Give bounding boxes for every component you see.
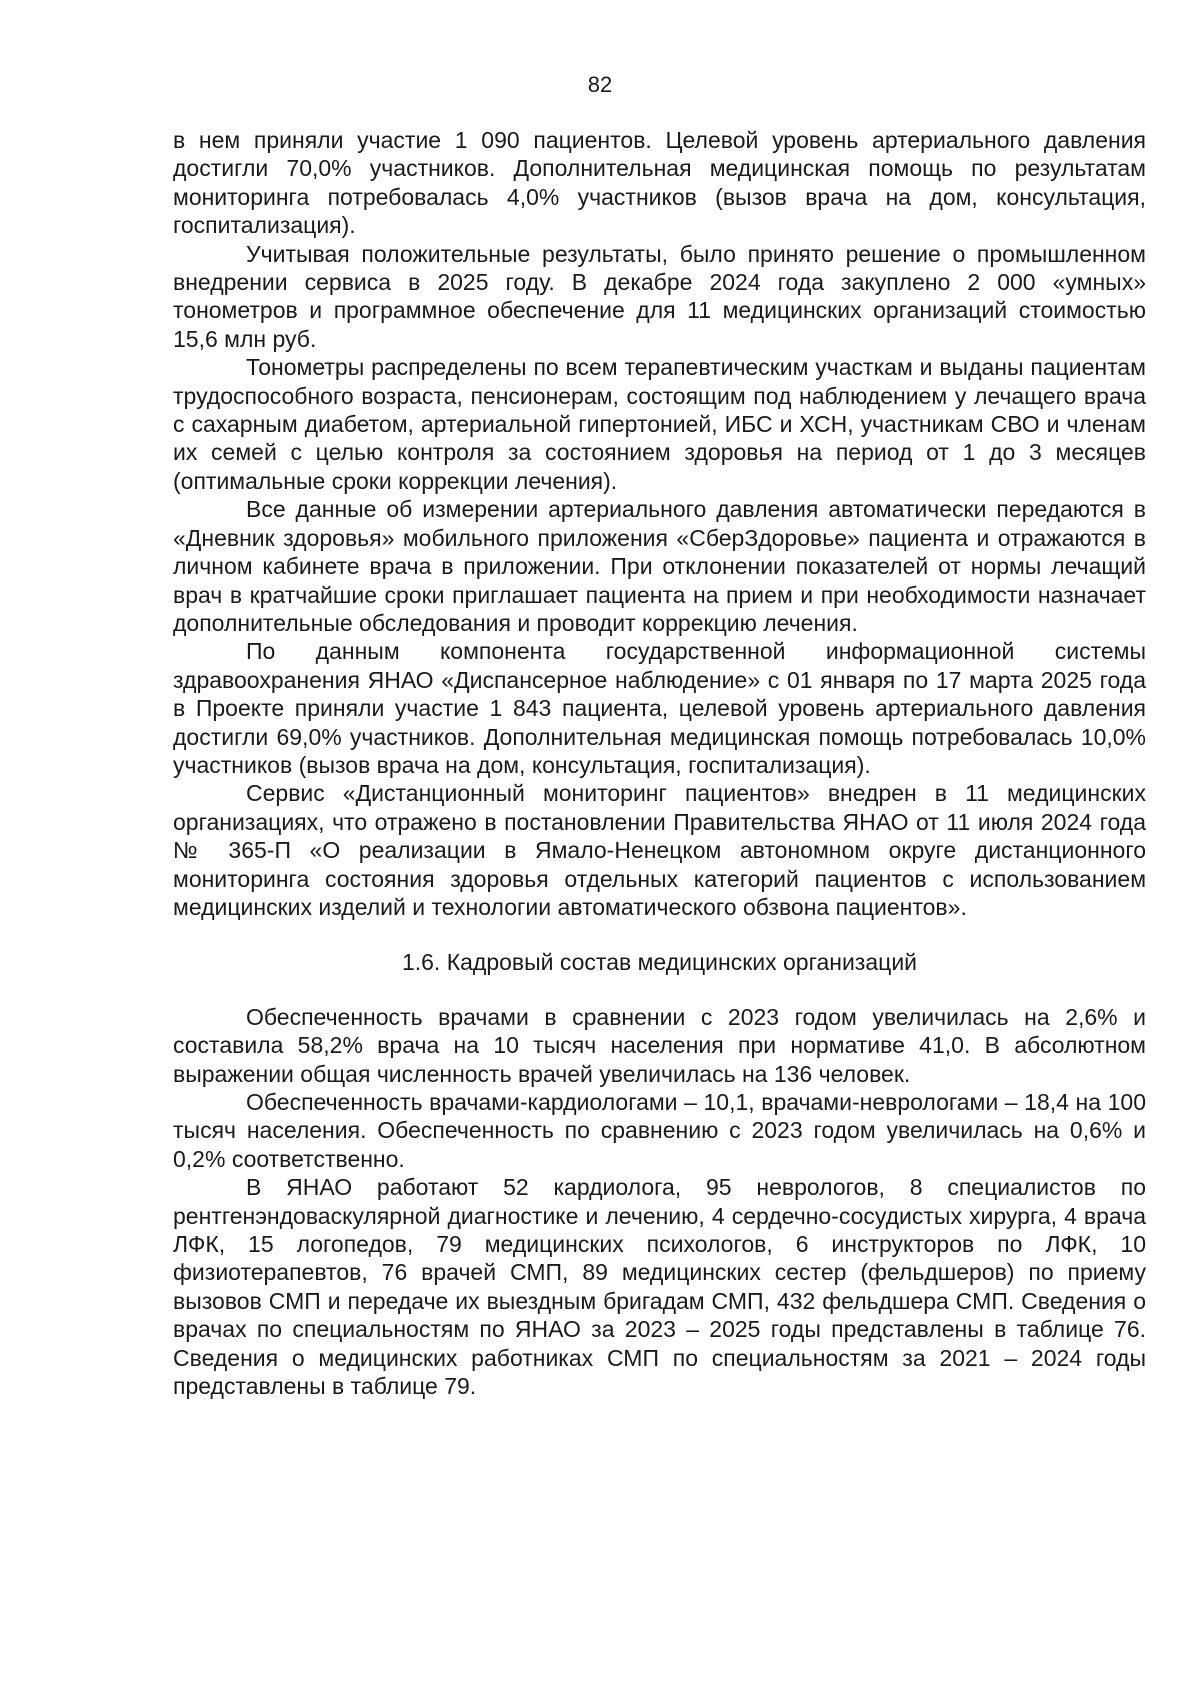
section-heading: 1.6. Кадровый состав медицинских организаций xyxy=(401,949,918,976)
paragraph: Сервис «Дистанционный мониторинг пациентов» внедрен в 11 медицинских организациях, что отражено в постановлении Правительства ЯНАО от 11 июля 2024 года № 365-П «О реализации в Ямало-Ненецком автономном округе дистанционного мониторинга состояния здоровья отдельных категорий пациентов с использованием медицинских изделий и технологии автоматического обзвона пациентов». xyxy=(173,780,1146,920)
paragraph: По данным компонента государственной информационной системы здравоохранения ЯНАО «Диспансерное наблюдение» с 01 января по 17 марта 2025 года в Проекте приняли участие 1 843 пациента, целевой уровень артериального давления достигли 69,0% участников. Дополнительная медицинская помощь потребовалась 10,0% участников (вызов врача на дом, консультация, госпитализация). xyxy=(173,638,1146,778)
page-content xyxy=(173,126,1146,1400)
paragraph-continuation: в нем приняли участие 1 090 пациентов. Целевой уровень артериального давления достигли 70,0% участников. Дополнительная медицинская помощь по результатам мониторинга потребовалась 4,0% участников (вызов врача на дом, консультация, госпитализация). xyxy=(173,127,1146,239)
page-number: 82 xyxy=(587,72,613,97)
paragraph: Тонометры распределены по всем терапевтическим участкам и выданы пациентам трудоспособного возраста, пенсионерам, состоящим под наблюдением у лечащего врача с сахарным диабетом, артериальной гипертонией, ИБС и ХСН, участникам СВО и членам их семей с целью контроля за состоянием здоровья на период от 1 до 3 месяцев (оптимальные сроки коррекции лечения). xyxy=(173,354,1146,494)
paragraph: Обеспеченность врачами-кардиологами – 10,1, врачами-неврологами – 18,4 на 100 тысяч населения. Обеспеченность по сравнению с 2023 годом увеличилась на 0,6% и 0,2% соответственно. xyxy=(173,1089,1146,1172)
paragraph: Учитывая положительные результаты, было принято решение о промышленном внедрении сервиса в 2025 году. В декабре 2024 года закуплено 2 000 «умных» тонометров и программное обеспечение для 11 медицинских организаций стоимостью 15,6 млн руб. xyxy=(173,240,1146,352)
paragraph: Все данные об измерении артериального давления автоматически передаются в «Дневник здоровья» мобильного приложения «СберЗдоровье» пациента и отражаются в личном кабинете врача в приложении. При отклонении показателей от нормы лечащий врач в кратчайшие сроки приглашает пациента на прием и при необходимости назначает дополнительные обследования и проводит коррекцию лечения. xyxy=(173,496,1146,636)
paragraph: Обеспеченность врачами в сравнении с 2023 годом увеличилась на 2,6% и составила 58,2% врача на 10 тысяч населения при нормативе 41,0. В абсолютном выражении общая численность врачей увеличилась на 136 человек. xyxy=(173,1003,1146,1087)
paragraph: В ЯНАО работают 52 кардиолога, 95 неврологов, 8 специалистов по рентгенэндоваскулярной диагностике и лечению, 4 сердечно-сосудистых хирурга, 4 врача ЛФК, 15 логопедов, 79 медицинских психологов, 6 инструкторов по ЛФК, 10 физиотерапевтов, 76 врачей СМП, 89 медицинских сестер (фельдшеров) по приему вызовов СМП и передаче их выездным бригадам СМП, 432 фельдшера СМП. Сведения о врачах по специальностям по ЯНАО за 2023 – 2025 годы представлены в таблице 76. Сведения о медицинских работниках СМП по специальностям за 2021 – 2024 годы представлены в таблице 79. xyxy=(173,1174,1146,1400)
